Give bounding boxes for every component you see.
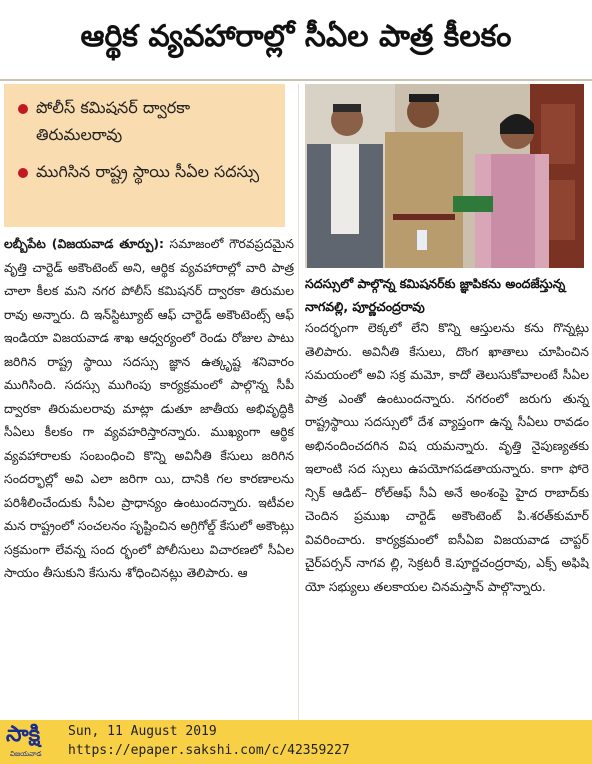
article-body-left: సమాజంలో గౌరవప్రదమైన వృత్తి చార్టెడ్ అకౌంటెంట్ అని, ఆర్థిక వ్యవహారాల్లో వారి పాత్ర చాలా కీలక మని నగర పోలీస్ కమిషనర్ ద్వారకా తిరుమల రావు అన్నారు. ది ఇన్‌స్టిట్యూట్ ఆఫ్ చార్టెడ్ అకౌంటెంట్స్ ఆఫ్ ఇండియా విజయవాడ శాఖ ఆధ్వర్యంలో రెండు రోజుల పాటు జరిగిన రాష్ట్ర స్థాయి సదస్సు జ్ఞాన ఉత్కృష్ట శనివారం ముగిసింది. సదస్సు ముగింపు కార్యక్రమంలో పాల్గొన్న సీపీ ద్వారకా తిరుమలరావు మాట్లా డుతూ జాతీయ అభివృద్ధికి సీఏలు కీలకం గా వ్యవహరిస్తారన్నారు. ముఖ్యంగా ఆర్థిక వ్యవహారాలకు సంబంధించి కొన్ని అవినీతి కేసులు జరిగిన సందర్భాల్లో అవి ఎలా జరిగా యి, దానికి గల కారణాలను పరిశీలించేందుకు సీఏల ప్రాధాన్యం ఉంటుందన్నారు. ఇటీవల మన రాష్ట్రంలో సంచలనం సృష్టించిన అగ్రిగోల్డ్ కేసులో అకౌంట్లు సక్రమంగా లేవన్న సంద ర్భంలో పోలీసులు విచారణలో సీఏల సాయం తీసుకుని కేసును శోధించినట్లు తెలిపారు. ఆ (4, 236, 294, 580)
highlight-item (14, 158, 277, 185)
logo-text: సాక్షి (6, 722, 41, 747)
bullet-icon (18, 168, 28, 178)
bullet-icon (18, 104, 28, 114)
highlights-box (4, 84, 285, 227)
dateline: లబ్బీపేట (విజయవాడ తూర్పు): (4, 236, 164, 251)
headline: ఆర్థిక వ్యవహారాల్లో సీఏల పాత్ర కీలకం (80, 19, 512, 54)
footer-url[interactable]: https://epaper.sakshi.com/c/42359227 (68, 743, 350, 758)
article-column-left (4, 232, 294, 585)
news-photo (305, 84, 584, 268)
photo-caption: సదస్సులో పాల్గొన్న కమిషనర్‌కు జ్ఞాపికను అందజేస్తున్న నాగవల్లి, పూర్ణచంద్రరావు (305, 276, 566, 314)
highlight-text: ముగిసిన రాష్ట్ర స్థాయి సీఏల సదస్సు (36, 162, 260, 181)
highlight-text: పోలీస్ కమిషనర్ ద్వారకా తిరుమలరావు (36, 98, 191, 144)
headline-rule (0, 79, 592, 81)
article-column-right: సందర్భంగా లెక్కలో లేని కొన్ని ఆస్తులను కను గొన్నట్లు తెలిపారు. అవినీతి కేసులు, దొంగ ఖాతాలు చూపించిన సమయంలో అవి సక్ర మమో, కాదో తెలుసుకోవాలంటే సీఏల పాత్ర ఎంతో ఉంటుందన్నారు. నగరంలో జరుగు తున్న రాష్ట్రస్థాయి సదస్సులో దేశ వ్యాప్తంగా ఉన్న సీఏలు రావడం అభినందించదగిన విష యమన్నారు. వృత్తి నైపుణ్యతకు ఇలాంటి సద స్సులు ఉపయోగపడతాయన్నారు. కాగా ఫోరె న్సిక్ ఆడిట్– రోల్‌ఆఫ్ సీఏ అనే అంశంపై హైద రాబాద్‌కు చెందిన ప్రముఖ చార్టెడ్ అకౌంటెంట్ పి.శరత్‌కుమార్ వివరించారు. కార్యక్రమంలో ఐసీఏఐ విజయవాడ చాప్టర్ చైర్‌పర్సన్ నాగవ ల్లి, సెక్రటరీ కె.పూర్ణచంద్రరావు, ఎక్స్ అఫిషి యో సభ్యులు తలకాయల చినమస్తాన్ పాల్గొన్నారు. (305, 320, 589, 594)
footer-date: Sun, 11 August 2019 (68, 724, 217, 739)
footer-bar (0, 720, 592, 764)
highlight-item (14, 94, 277, 148)
column-divider (298, 84, 299, 720)
logo-subtitle: విజయవాడ (10, 750, 42, 758)
photo-illustration (305, 84, 584, 268)
sakshi-logo (6, 722, 64, 762)
